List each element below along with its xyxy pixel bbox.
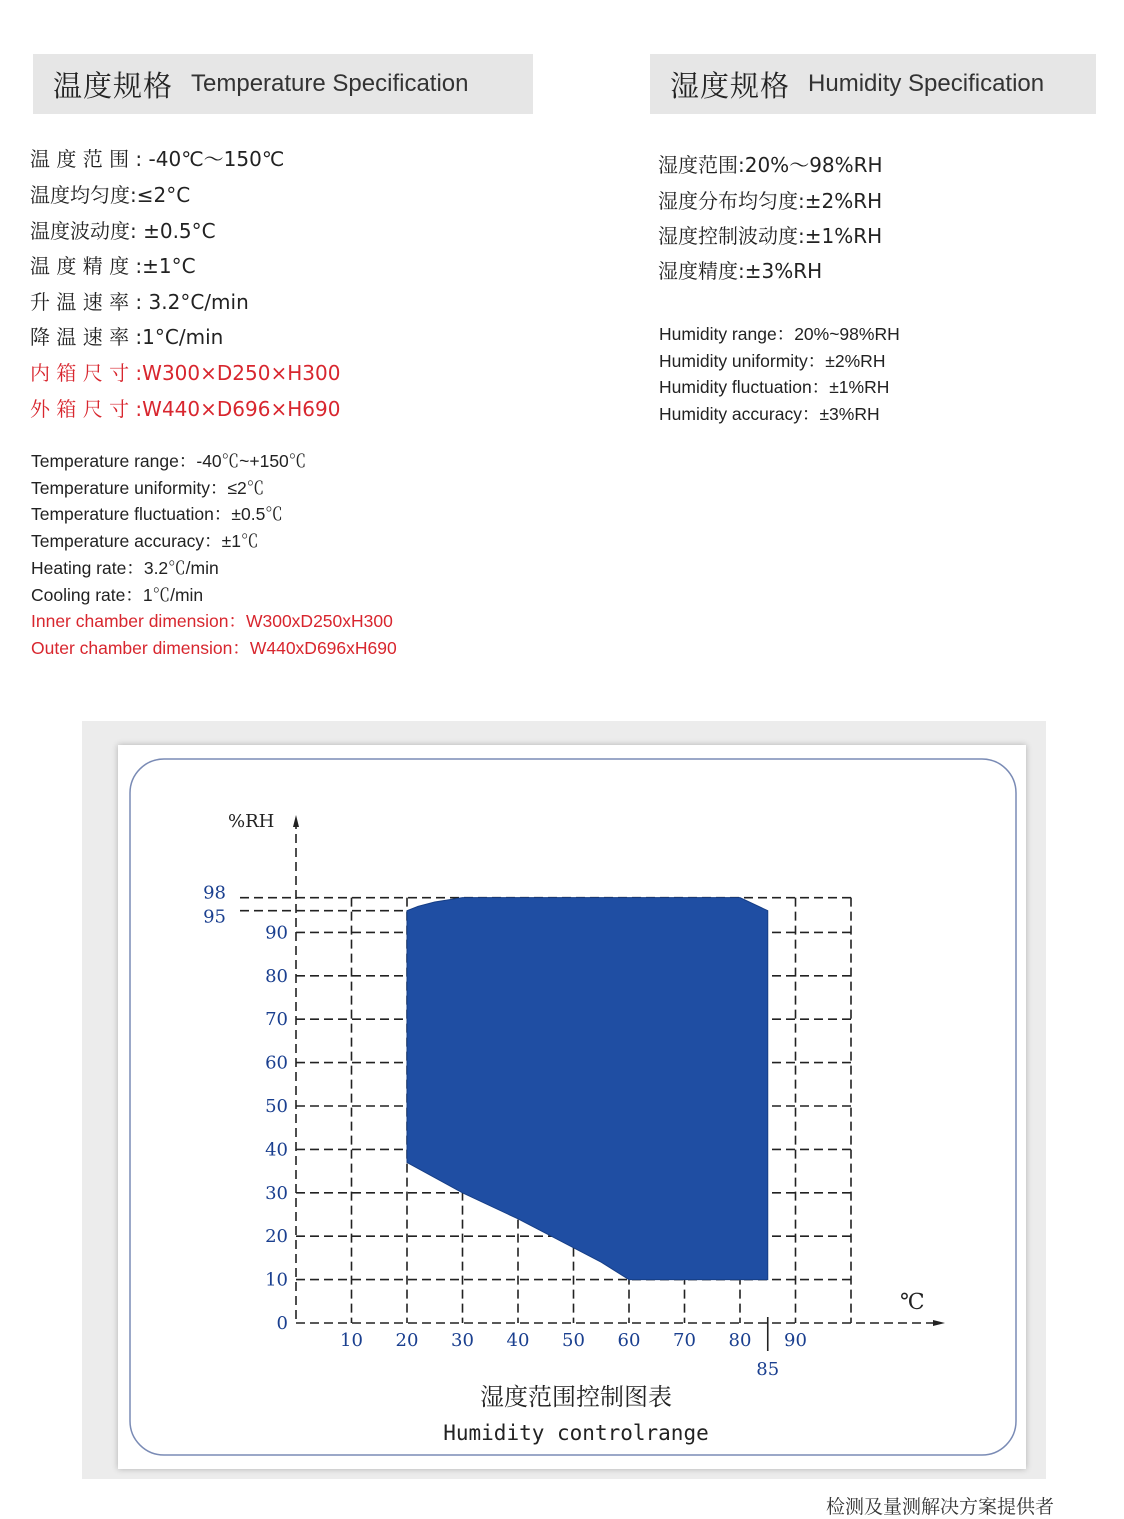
x-tick-label-50: 50 xyxy=(562,1330,585,1351)
y-tick-label-40: 40 xyxy=(265,1139,288,1161)
y-tick-label-90: 90 xyxy=(265,922,288,944)
temp-cn-outer-dimension: 外 箱 尺 寸 :W440×D696×H690 xyxy=(30,397,341,421)
chart-region-layer xyxy=(407,898,768,1280)
x-tick-label-70: 70 xyxy=(673,1330,696,1351)
temp-cn-range: 温 度 范 围 : -40℃～150℃ xyxy=(30,147,285,171)
x-tick-label-80: 80 xyxy=(728,1330,752,1351)
temp-cn-heating-rate: 升 温 速 率 : 3.2°C/min xyxy=(30,290,249,314)
temp-cn-uniformity: 温度均匀度:≤2°C xyxy=(30,183,191,207)
hum-en-uniformity: Humidity uniformity：±2%RH xyxy=(659,351,886,371)
y-tick-label-10: 10 xyxy=(265,1269,288,1291)
hum-cn-accuracy: 湿度精度:±3%RH xyxy=(658,259,823,283)
temp-en-range: Temperature range：-40℃~+150℃ xyxy=(31,451,307,471)
x-axis-unit-label: ℃ xyxy=(900,1290,925,1315)
chart-subtitle: Humidity controlrange xyxy=(443,1421,709,1445)
hum-en-fluctuation: Humidity fluctuation：±1%RH xyxy=(659,377,890,397)
footer-text: 检测及量测解决方案提供者 xyxy=(826,1496,1055,1518)
y-tick-label-50: 50 xyxy=(265,1096,288,1117)
y-axis-arrow-icon xyxy=(293,815,299,827)
temp-en-inner-dimension: Inner chamber dimension：W300xD250xH300 xyxy=(31,611,393,631)
temp-en-uniformity: Temperature uniformity：≤2℃ xyxy=(31,478,265,498)
temperature-spec-title-en: Temperature Specification xyxy=(191,70,469,97)
humidity-spec-title-zh: 湿度规格 xyxy=(670,68,791,103)
hum-cn-uniformity: 湿度分布均匀度:±2%RH xyxy=(658,189,883,213)
x-tick-label-20: 20 xyxy=(395,1330,419,1351)
temp-cn-accuracy: 温 度 精 度 :±1°C xyxy=(30,254,196,278)
temperature-spec-title-zh: 温度规格 xyxy=(53,68,174,103)
temp-en-fluctuation: Temperature fluctuation：±0.5℃ xyxy=(31,504,283,524)
x-extra-tick-label-85: 85 xyxy=(756,1359,780,1380)
temp-en-outer-dimension: Outer chamber dimension：W440xD696xH690 xyxy=(31,638,397,658)
y-tick-label-80: 80 xyxy=(265,965,288,987)
humidity-spec-title-en: Humidity Specification xyxy=(808,70,1045,97)
chart-title: 湿度范围控制图表 xyxy=(480,1383,672,1411)
humidity-control-region xyxy=(407,898,768,1280)
x-tick-label-30: 30 xyxy=(451,1330,474,1351)
temp-cn-fluctuation: 温度波动度: ±0.5°C xyxy=(30,219,216,243)
temp-en-accuracy: Temperature accuracy：±1℃ xyxy=(31,531,259,551)
x-tick-label-10: 10 xyxy=(340,1330,363,1351)
hum-cn-range: 湿度范围:20%～98%RH xyxy=(658,153,883,177)
y-extra-tick-label-98: 98 xyxy=(203,882,226,904)
hum-en-accuracy: Humidity accuracy：±3%RH xyxy=(659,404,880,424)
hum-en-range: Humidity range：20%~98%RH xyxy=(659,324,900,344)
x-tick-label-90: 90 xyxy=(784,1330,807,1351)
y-tick-label-0: 0 xyxy=(276,1313,288,1334)
y-axis-unit-label: %RH xyxy=(228,811,275,832)
y-tick-label-30: 30 xyxy=(265,1182,288,1204)
temp-cn-cooling-rate: 降 温 速 率 :1°C/min xyxy=(30,325,224,349)
temp-cn-inner-dimension: 内 箱 尺 寸 :W300×D250×H300 xyxy=(30,361,341,385)
humidity-control-chart xyxy=(118,745,1026,1469)
humidity-spec-header xyxy=(650,54,1096,114)
temp-en-heating-rate: Heating rate：3.2℃/min xyxy=(31,558,219,578)
x-tick-label-40: 40 xyxy=(506,1330,530,1351)
x-axis-arrow-icon xyxy=(933,1320,945,1326)
hum-cn-fluctuation: 湿度控制波动度:±1%RH xyxy=(658,224,883,248)
y-tick-label-20: 20 xyxy=(265,1226,288,1248)
y-tick-label-70: 70 xyxy=(265,1009,288,1031)
y-extra-tick-label-95: 95 xyxy=(203,906,226,928)
x-tick-label-60: 60 xyxy=(617,1330,641,1351)
y-tick-label-60: 60 xyxy=(265,1052,288,1074)
temp-en-cooling-rate: Cooling rate：1℃/min xyxy=(31,585,204,605)
temperature-spec-header xyxy=(33,54,533,114)
